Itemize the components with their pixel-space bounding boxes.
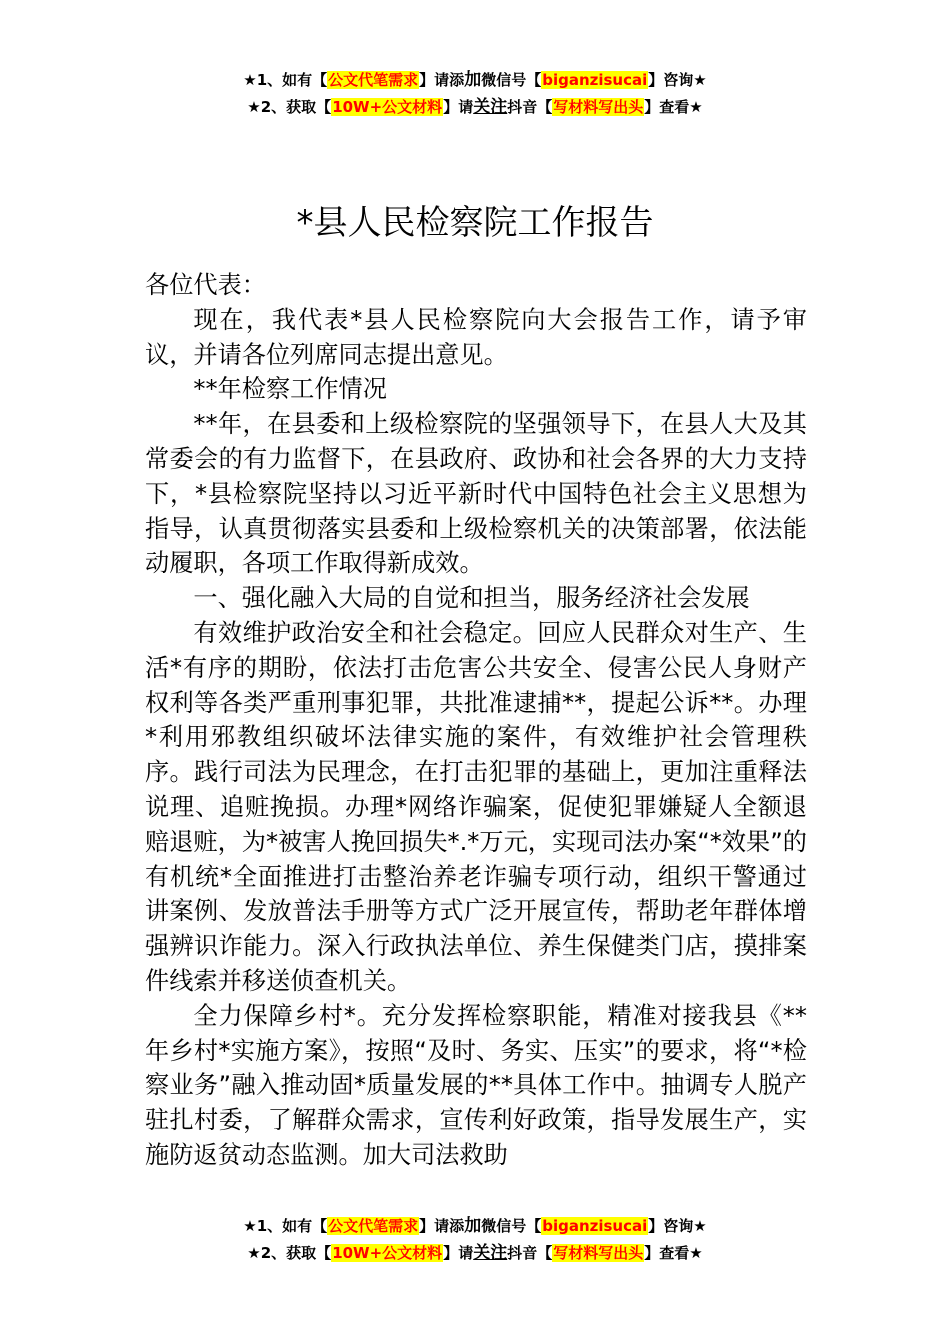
- banner-text: 】查看★: [644, 98, 703, 116]
- footer-banner-line-2: [0, 1240, 950, 1267]
- banner-highlight-wechat-id: biganzisucai: [542, 1217, 648, 1235]
- banner-highlight-douyin: 写材料写出头: [553, 1244, 644, 1262]
- banner-text: 】咨询★: [648, 71, 707, 89]
- banner-text: 微信号【: [481, 71, 542, 89]
- banner-text: 】请: [443, 1244, 474, 1262]
- banner-text: 】请添: [419, 1217, 465, 1235]
- document-title: *县人民检察院工作报告: [296, 202, 654, 243]
- banner-text-emphasis: 加: [464, 70, 482, 90]
- banner-text: ★1、如有【: [243, 71, 328, 89]
- paragraph: 全力保障乡村*。充分发挥检察职能，精准对接我县《**年乡村*实施方案》，按照“及时、务实、压实”的要求，将“*检察业务”融入推动固*质量发展的**具体工作中。抽调专人脱产驻扎村委，了解群众需求，宣传利好政策，指导发展生产，实施防返贫动态监测。加大司法救助: [145, 1001, 807, 1169]
- banner-text-emphasis: 加: [464, 1216, 482, 1236]
- banner-text-emphasis: 关注: [473, 1243, 508, 1263]
- banner-text: 抖音【: [507, 1244, 553, 1262]
- salutation: 各位代表：: [145, 271, 266, 299]
- banner-text: 】咨询★: [648, 1217, 707, 1235]
- banner-highlight-wechat-id: biganzisucai: [542, 71, 648, 89]
- banner-text: ★1、如有【: [243, 1217, 328, 1235]
- banner-text: ★2、获取【: [247, 1244, 332, 1262]
- banner-highlight-douyin: 写材料写出头: [553, 98, 644, 116]
- section-heading: **年检察工作情况: [193, 375, 387, 404]
- section-heading: 一、强化融入大局的自觉和担当，服务经济社会发展: [193, 584, 750, 613]
- document-body: [145, 268, 807, 1173]
- banner-highlight-materials: 10W+公文材料: [332, 1244, 443, 1262]
- footer-banner-line-1: [0, 1213, 950, 1240]
- paragraph: 有效维护政治安全和社会稳定。回应人民群众对生产、生活*有序的期盼，依法打击危害公共安全、侵害公民人身财产权利等各类严重刑事犯罪，共批准逮捕**，提起公诉**。办理*利用邪教组织破坏法律实施的案件，有效维护社会管理秩序。践行司法为民理念，在打击犯罪的基础上，更加注重释法说理、追赃挽损。办理*网络诈骗案，促使犯罪嫌疑人全额退赔退赃，为*被害人挽回损失*.*万元，实现司法办案“*效果”的有机统*全面推进打击整治养老诈骗专项行动，组织干警通过讲案例、发放普法手册等方式广泛开展宣传，帮助老年群体增强辨识诈能力。深入行政执法单位、养生保健类门店，摸排案件线索并移送侦查机关。: [145, 618, 807, 995]
- banner-text: 】请添: [419, 71, 465, 89]
- banner-text: 微信号【: [481, 1217, 542, 1235]
- banner-text: 抖音【: [507, 98, 553, 116]
- banner-highlight-service: 公文代笔需求: [328, 1217, 419, 1235]
- banner-text-emphasis: 关注: [473, 97, 508, 117]
- header-banner-line-2: [0, 94, 950, 121]
- banner-highlight-materials: 10W+公文材料: [332, 98, 443, 116]
- banner-text: ★2、获取【: [247, 98, 332, 116]
- banner-highlight-service: 公文代笔需求: [328, 71, 419, 89]
- paragraph: 现在，我代表*县人民检察院向大会报告工作，请予审议，并请各位列席同志提出意见。: [145, 305, 807, 369]
- footer-banner: [0, 1213, 950, 1267]
- paragraph: **年，在县委和上级检察院的坚强领导下，在县人大及其常委会的有力监督下，在县政府、政协和社会各界的大力支持下，*县检察院坚持以习近平新时代中国特色社会主义思想为指导，认真贯彻落实县委和上级检察机关的决策部署，依法能动履职，各项工作取得新成效。: [145, 410, 807, 578]
- header-banner-line-1: [0, 67, 950, 94]
- banner-text: 】请: [443, 98, 474, 116]
- banner-text: 】查看★: [644, 1244, 703, 1262]
- header-banner: [0, 67, 950, 121]
